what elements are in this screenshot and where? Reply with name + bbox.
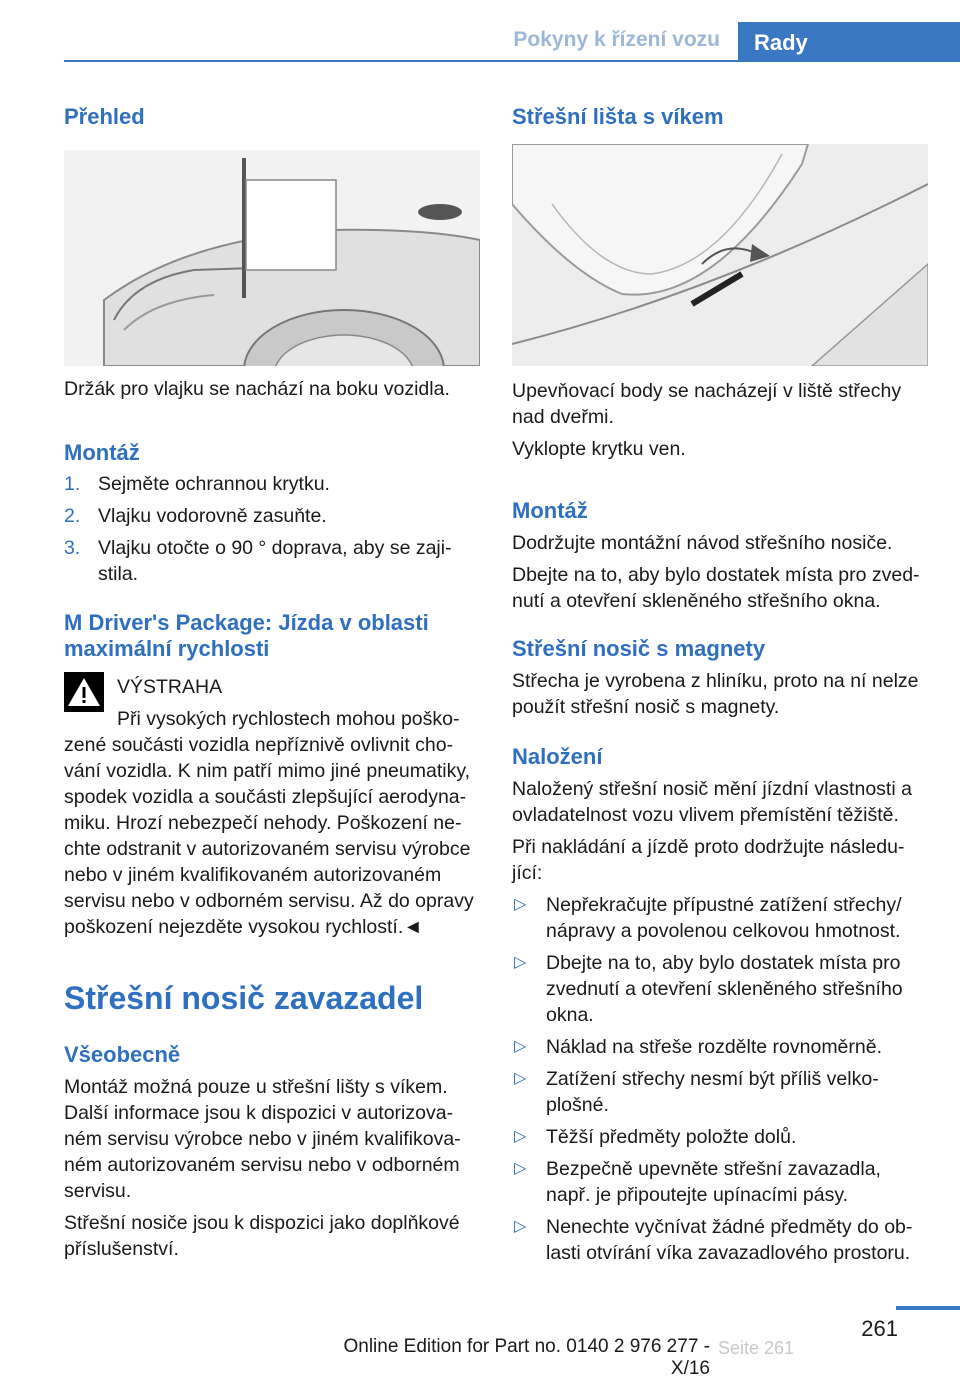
warning-line: nebo v jiném kvalifikovaném autorizovaném xyxy=(64,864,442,886)
flag-caption: Držák pro vlajku se nachází na boku vozidla. xyxy=(64,378,450,400)
body-line: Další informace jsou k dispozici v autorizova‐ xyxy=(64,1102,454,1124)
flag-holder-illustration xyxy=(64,150,480,366)
step-text: Vlajku vodorovně zasuňte. xyxy=(98,505,327,527)
body-line: Střecha je vyrobena z hliníku, proto na ní nelze xyxy=(512,670,919,692)
heading-vseobecne: Všeobecně xyxy=(64,1042,181,1067)
bullet-text: Bezpečně upevněte střešní zavazadla, xyxy=(546,1158,881,1180)
warning-line: zené součásti vozidla nepříznivě ovlivnit cho‐ xyxy=(64,734,454,756)
roof-image xyxy=(512,144,928,366)
heading-mdriver-cont: maximální rychlosti xyxy=(64,636,270,661)
body-line: servisu. xyxy=(64,1180,132,1202)
body-line: Naložený střešní nosič mění jízdní vlastnosti a xyxy=(512,778,912,800)
step-number: 3. xyxy=(64,537,81,559)
warning-line: Při vysokých rychlostech mohou poško‐ xyxy=(117,708,460,730)
bullet-text: lasti otvírání víka zavazadlového prostoru. xyxy=(546,1242,911,1264)
footer-rule xyxy=(896,1306,960,1310)
heading-mdriver: M Driver's Package: Jízda v oblasti xyxy=(64,610,429,635)
bullet-text: Dbejte na to, aby bylo dostatek místa pro xyxy=(546,952,901,974)
bullet-icon: ▷ xyxy=(514,1070,527,1087)
bullet-icon: ▷ xyxy=(514,1128,527,1145)
bullet-icon: ▷ xyxy=(514,1038,527,1055)
step-number: 1. xyxy=(64,473,81,495)
step-text: Vlajku otočte o 90 ° doprava, aby se zaji‐ xyxy=(98,537,452,559)
warning-title: VÝSTRAHA xyxy=(117,676,223,698)
warning-line: miku. Hrozí nebezpečí nehody. Poškození ne‐ xyxy=(64,812,462,834)
heading-prehled: Přehled xyxy=(64,104,145,129)
body-line: jící: xyxy=(512,862,543,884)
bullet-icon: ▷ xyxy=(514,896,527,913)
bullet-icon: ▷ xyxy=(514,954,527,971)
edition-footer: Online Edition for Part no. 0140 2 976 277 - X/16 xyxy=(343,1336,710,1379)
heading-montaz-right: Montáž xyxy=(512,498,588,523)
body-line: Upevňovací body se nacházejí v liště střechy xyxy=(512,380,902,402)
body-line: použít střešní nosič s magnety. xyxy=(512,696,780,718)
roof-rail-illustration xyxy=(512,144,928,366)
body-line: Střešní nosiče jsou k dispozici jako doplňkové xyxy=(64,1212,460,1234)
bullet-text: Nepřekračujte přípustné zatížení střechy/ xyxy=(546,894,902,916)
heading-stresni-nosic: Střešní nosič zavazadel xyxy=(64,980,424,1016)
header-rule xyxy=(64,60,960,62)
bullet-text: zvednutí a otevření skleněného střešního xyxy=(546,978,903,1000)
step-text: Sejměte ochrannou krytku. xyxy=(98,473,330,495)
heading-montaz-left: Montáž xyxy=(64,440,140,465)
warning-line: vání vozidla. K nim patří mimo jiné pneumatiky, xyxy=(64,760,471,782)
bullet-text: Nenechte vyčnívat žádné předměty do ob‐ xyxy=(546,1216,913,1238)
watermark: Seite 261 xyxy=(718,1338,795,1358)
warning-line: poškození nejezděte vysokou rychlostí.◄ xyxy=(64,916,423,938)
step-text-cont: stila. xyxy=(98,563,139,585)
body-line: nad dveřmi. xyxy=(512,406,614,428)
bullet-icon: ▷ xyxy=(514,1160,527,1177)
heading-stresni-lista: Střešní lišta s víkem xyxy=(512,104,724,129)
bullet-text: Náklad na střeše rozdělte rovnoměrně. xyxy=(546,1036,883,1058)
body-line: Při nakládání a jízdě proto dodržujte následu‐ xyxy=(512,836,905,858)
bullet-text: nápravy a povolenou celkovou hmotnost. xyxy=(546,920,901,942)
body-line: příslušenství. xyxy=(64,1238,179,1260)
bullet-text: např. je připoutejte upínacími pásy. xyxy=(546,1184,849,1206)
warning-line: chte odstranit v autorizovaném servisu výrobce xyxy=(64,838,471,860)
warning-line: spodek vozidla a součásti zlepšující aerodyna‐ xyxy=(64,786,467,808)
heading-nalozeni: Naložení xyxy=(512,744,603,769)
body-line: ovladatelnost vozu vlivem přemístění těžiště. xyxy=(512,804,899,826)
bullet-icon: ▷ xyxy=(514,1218,527,1235)
bullet-text: okna. xyxy=(546,1004,594,1026)
warning-line: servisu nebo v odborném servisu. Až do opravy xyxy=(64,890,474,912)
bullet-text: plošné. xyxy=(546,1094,609,1116)
tab-rady[interactable]: Rady xyxy=(738,22,960,62)
body-line: Dodržujte montážní návod střešního nosiče. xyxy=(512,532,893,554)
body-line: ném servisu výrobce nebo v jiném kvalifikova‐ xyxy=(64,1128,461,1150)
body-line: Vyklopte krytku ven. xyxy=(512,438,686,460)
bullet-text: Zatížení střechy nesmí být příliš velko‐ xyxy=(546,1068,879,1090)
bullet-text: Těžší předměty položte dolů. xyxy=(546,1126,797,1148)
body-line: ném autorizovaném servisu nebo v odborném xyxy=(64,1154,460,1176)
body-line: Montáž možná pouze u střešní lišty s víkem. xyxy=(64,1076,448,1098)
warning-icon xyxy=(64,672,104,712)
step-number: 2. xyxy=(64,505,81,527)
body-line: Dbejte na to, aby bylo dostatek místa pro zved‐ xyxy=(512,564,920,586)
page-number: 261 xyxy=(861,1316,898,1341)
body-line: nutí a otevření skleněného střešního okna. xyxy=(512,590,881,612)
car-fender-image xyxy=(64,150,480,366)
breadcrumb[interactable]: Pokyny k řízení vozu xyxy=(513,28,720,51)
heading-magnety: Střešní nosič s magnety xyxy=(512,636,766,661)
